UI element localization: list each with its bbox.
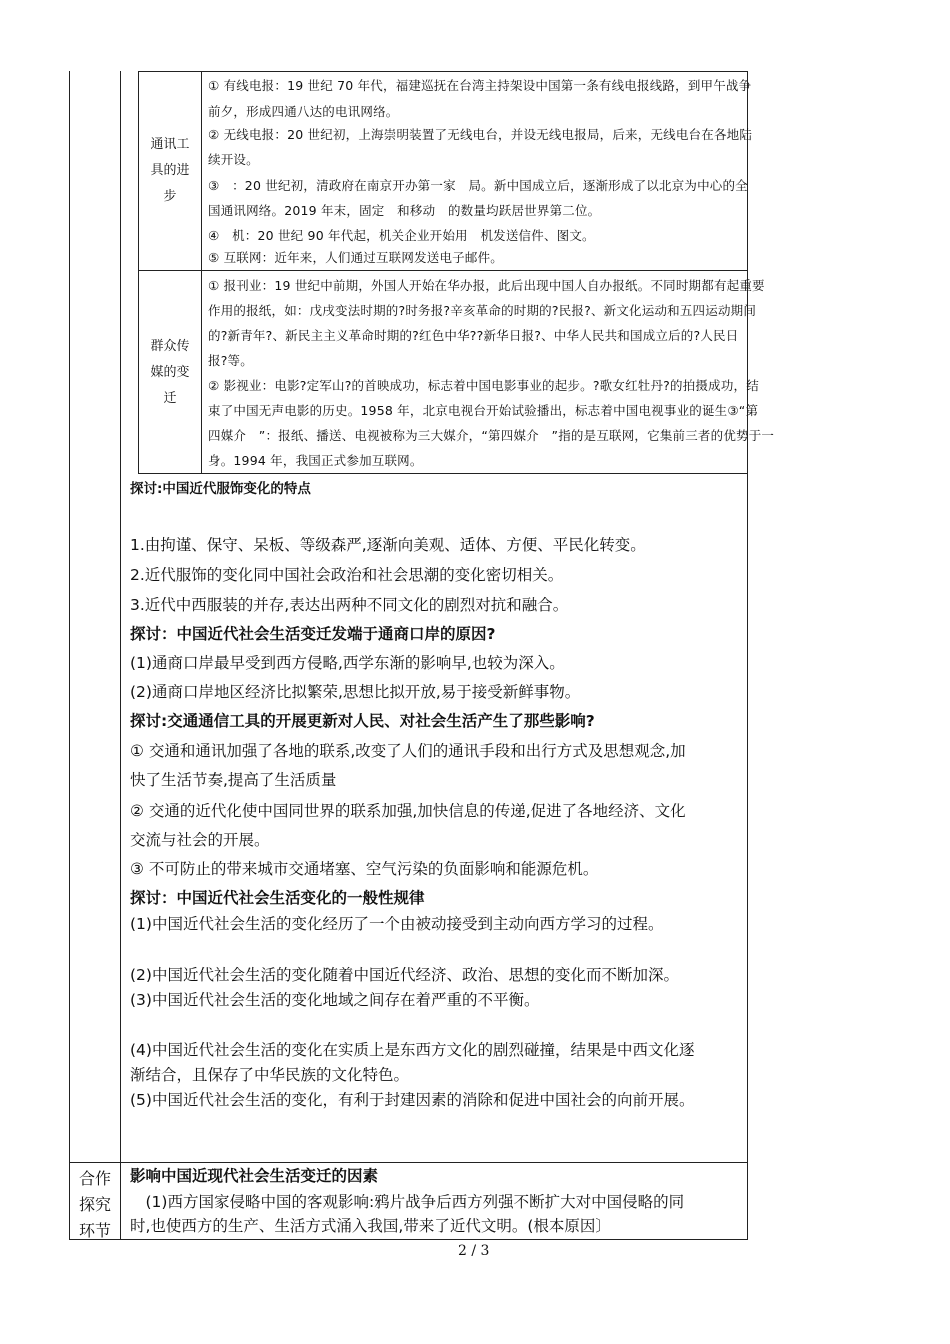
- discussion1-point: 1.由拘谨、保守、呆板、等级森严,逐渐向美观、适体、方便、平民化转变。: [130, 536, 646, 554]
- comm-label-line: 通讯工: [150, 137, 190, 152]
- discussion4-point: (5)中国近代社会生活的变化，有利于封建因素的消除和促进中国社会的向前开展。: [130, 1091, 695, 1109]
- media-line: 四媒介 ”：报纸、播送、电视被称为三大媒介，“第四媒介 ”指的是互联网，它集前三者的优势于一: [208, 428, 775, 443]
- page-number: 2 / 3: [458, 1243, 490, 1259]
- table-bottom-border: [69, 1239, 748, 1240]
- media-label-line: 媒的变: [150, 365, 190, 380]
- discussion1-heading: 探讨:中国近代服饰变化的特点: [130, 481, 311, 497]
- discussion4-point: 渐结合，且保存了中华民族的文化特色。: [130, 1066, 410, 1084]
- discussion1-point: 2.近代服饰的变化同中国社会政治和社会思潮的变化密切相关。: [130, 566, 564, 584]
- comm-line: ③ ：20 世纪初，清政府在南京开办第一家 局。新中国成立后，逐渐形成了以北京为中心的全: [208, 178, 748, 193]
- cooperation-label-line: 探究: [78, 1195, 111, 1214]
- comm-line: ⑤ 互联网：近年来，人们通过互联网发送电子邮件。: [208, 250, 503, 265]
- media-label-line: 迁: [163, 391, 177, 406]
- cooperation-label: [71, 1166, 119, 1244]
- media-line: 束了中国无声电影的历史。1958 年，北京电视台开始试验播出，标志着中国电视事业的诞生③“第: [208, 403, 759, 418]
- discussion4-point: (3)中国近代社会生活的变化地域之间存在着严重的不平衡。: [130, 991, 540, 1009]
- media-line: 报?等。: [208, 353, 253, 368]
- cooperation-line: (1)西方国家侵略中国的客观影响:鸦片战争后西方列强不断扩大对中国侵略的同: [130, 1193, 685, 1211]
- comm-line: 前夕，形成四通八达的电讯网络。: [208, 104, 399, 119]
- comm-label-line: 具的进: [150, 163, 190, 178]
- cooperation-line: 时,也使西方的生产、生活方式涌入我国,带来了近代文明。(根本原因〕: [130, 1217, 611, 1235]
- media-line: 的?新青年?、新民主主义革命时期的?红色中华??新华日报?、中华人民共和国成立后的?人民日: [208, 328, 739, 343]
- comm-label-line: 步: [163, 189, 177, 204]
- discussion4-point: (2)中国近代社会生活的变化随着中国近代经济、政治、思想的变化而不断加深。: [130, 966, 679, 984]
- subtable-top-border: [138, 71, 748, 72]
- discussion2-point: (1)通商口岸最早受到西方侵略,西学东渐的影响早,也较为深入。: [130, 654, 565, 672]
- discussion3-line: 交流与社会的开展。: [130, 831, 270, 849]
- outer-left-border: [69, 71, 70, 1240]
- cooperation-label-line: 合作: [78, 1169, 111, 1188]
- media-section-label: [140, 334, 200, 412]
- comm-line: ① 有线电报：19 世纪 70 年代，福建巡抚在台湾主持架设中国第一条有线电报线路，到甲午战争: [208, 78, 752, 93]
- media-line: 作用的报纸，如：戊戌变法时期的?时务报?辛亥革命的时期的?民报?、新文化运动和五四运动期间: [208, 303, 757, 318]
- media-label-line: 群众传: [150, 339, 190, 354]
- discussion3-line: ③ 不可防止的带来城市交通堵塞、空气污染的负面影响和能源危机。: [130, 860, 599, 878]
- comm-section-label: [140, 132, 200, 210]
- discussion2-point: (2)通商口岸地区经济比拟繁荣,思想比拟开放,易于接受新鲜事物。: [130, 683, 581, 701]
- media-line: ② 影视业：电影?定军山?的首映成功，标志着中国电影事业的起步。?歌女红牡丹?的拍摄成功，结: [208, 378, 759, 393]
- discussion3-line: ② 交通的近代化使中国同世界的联系加强,加快信息的传递,促进了各地经济、文化: [130, 802, 686, 820]
- cooperation-label-line: 环节: [78, 1221, 111, 1240]
- discussion3-heading: 探讨:交通通信工具的开展更新对人民、对社会生活产生了那些影响?: [130, 712, 595, 730]
- discussion4-point: (4)中国近代社会生活的变化在实质上是东西方文化的剧烈碰撞，结果是中西文化逐: [130, 1041, 695, 1059]
- media-line: 身。1994 年，我国正式参加互联网。: [208, 453, 423, 468]
- comm-line: ② 无线电报：20 世纪初，上海崇明装置了无线电台，并设无线电报局，后来，无线电台在各地陆: [208, 127, 753, 142]
- discussion4-heading: 探讨：中国近代社会生活变化的一般性规律: [130, 889, 425, 907]
- discussion3-line: 快了生活节奏,提高了生活质量: [130, 771, 337, 789]
- cooperation-heading: 影响中国近现代社会生活变迁的因素: [130, 1167, 379, 1185]
- comm-line: 续开设。: [208, 152, 259, 167]
- left-column-divider: [120, 71, 121, 1240]
- discussion4-point: (1)中国近代社会生活的变化经历了一个由被动接受到主动向西方学习的过程。: [130, 915, 664, 933]
- comm-line: ④ 机：20 世纪 90 年代起，机关企业开始用 机发送信件、图文。: [208, 228, 595, 243]
- discussion2-heading: 探讨：中国近代社会生活变迁发端于通商口岸的原因?: [130, 625, 496, 643]
- comm-line: 国通讯网络。2019 年末，固定 和移动 的数量均跃居世界第二位。: [208, 203, 601, 218]
- outer-right-border: [747, 71, 748, 1240]
- discussion1-point: 3.近代中西服装的并存,表达出两种不同文化的剧烈对抗和融合。: [130, 596, 569, 614]
- discussion3-line: ① 交通和通讯加强了各地的联系,改变了人们的通讯手段和出行方式及思想观念,加: [130, 742, 686, 760]
- subtable-label-divider: [201, 71, 202, 473]
- inner-margin-divider: [138, 71, 139, 473]
- media-line: ① 报刊业：19 世纪中前期，外国人开始在华办报，此后出现中国人自办报纸。不同时期都有起重要: [208, 278, 765, 293]
